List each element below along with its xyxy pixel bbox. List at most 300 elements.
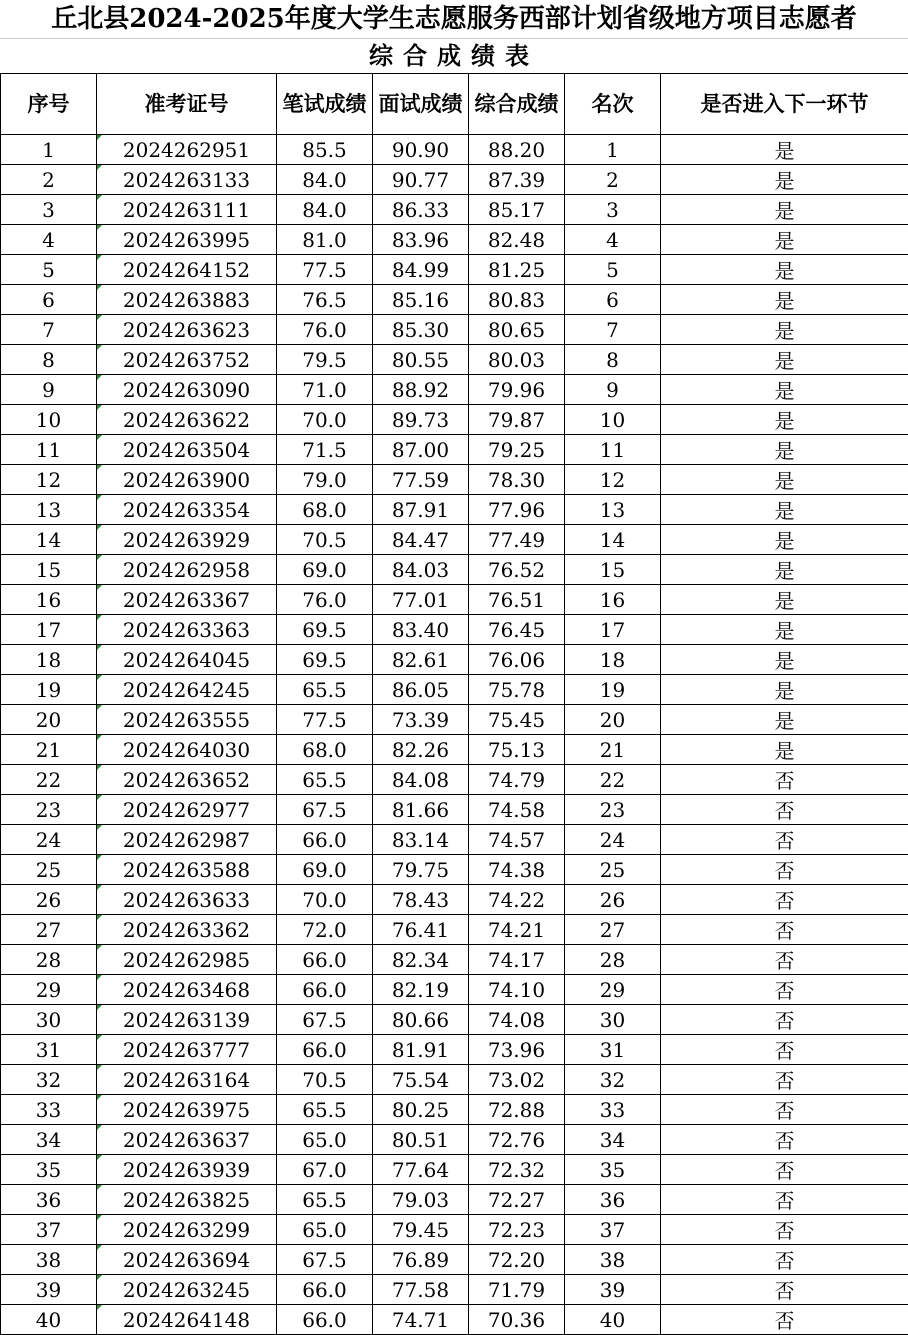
cell-rank: 3	[565, 195, 661, 225]
cell-exam-id: 2024263111	[97, 195, 277, 225]
cell-total-score: 80.65	[469, 315, 565, 345]
cell-interview-score: 79.45	[373, 1215, 469, 1245]
cell-rank: 37	[565, 1215, 661, 1245]
cell-exam-id: 2024263299	[97, 1215, 277, 1245]
cell-exam-id: 2024263363	[97, 615, 277, 645]
table-row	[1, 375, 908, 405]
cell-advance: 否	[661, 1275, 908, 1305]
table-row	[1, 555, 908, 585]
cell-total-score: 88.20	[469, 135, 565, 165]
cell-total-score: 74.22	[469, 885, 565, 915]
cell-seq: 39	[1, 1275, 97, 1305]
cell-interview-score: 81.91	[373, 1035, 469, 1065]
cell-interview-score: 80.51	[373, 1125, 469, 1155]
cell-rank: 4	[565, 225, 661, 255]
cell-written-score: 65.5	[277, 1185, 373, 1215]
cell-seq: 29	[1, 975, 97, 1005]
table-row	[1, 735, 908, 765]
table-row	[1, 255, 908, 285]
cell-advance: 是	[661, 285, 908, 315]
cell-advance: 是	[661, 435, 908, 465]
cell-advance: 是	[661, 585, 908, 615]
cell-rank: 33	[565, 1095, 661, 1125]
cell-total-score: 74.21	[469, 915, 565, 945]
cell-advance: 是	[661, 675, 908, 705]
cell-advance: 是	[661, 315, 908, 345]
cell-written-score: 76.5	[277, 285, 373, 315]
cell-interview-score: 82.26	[373, 735, 469, 765]
cell-interview-score: 80.25	[373, 1095, 469, 1125]
cell-advance: 否	[661, 1155, 908, 1185]
table-row	[1, 465, 908, 495]
cell-interview-score: 76.41	[373, 915, 469, 945]
table-row	[1, 285, 908, 315]
document-title: 丘北县2024-2025年度大学生志愿服务西部计划省级地方项目志愿者	[0, 0, 908, 39]
cell-total-score: 87.39	[469, 165, 565, 195]
table-row	[1, 435, 908, 465]
cell-rank: 22	[565, 765, 661, 795]
cell-rank: 30	[565, 1005, 661, 1035]
table-row	[1, 855, 908, 885]
cell-interview-score: 77.58	[373, 1275, 469, 1305]
cell-rank: 13	[565, 495, 661, 525]
table-row	[1, 975, 908, 1005]
cell-written-score: 65.0	[277, 1125, 373, 1155]
cell-rank: 23	[565, 795, 661, 825]
table-header-row	[1, 74, 908, 135]
cell-seq: 17	[1, 615, 97, 645]
cell-seq: 12	[1, 465, 97, 495]
cell-interview-score: 84.99	[373, 255, 469, 285]
table-row	[1, 1305, 908, 1335]
header-written-score: 笔试成绩	[277, 74, 373, 135]
table-row	[1, 1185, 908, 1215]
cell-written-score: 66.0	[277, 1305, 373, 1335]
cell-interview-score: 87.91	[373, 495, 469, 525]
cell-seq: 28	[1, 945, 97, 975]
cell-exam-id: 2024263367	[97, 585, 277, 615]
cell-exam-id: 2024263164	[97, 1065, 277, 1095]
cell-exam-id: 2024262977	[97, 795, 277, 825]
cell-written-score: 71.5	[277, 435, 373, 465]
cell-written-score: 67.5	[277, 1245, 373, 1275]
cell-exam-id: 2024264148	[97, 1305, 277, 1335]
cell-exam-id: 2024263825	[97, 1185, 277, 1215]
cell-rank: 20	[565, 705, 661, 735]
cell-seq: 2	[1, 165, 97, 195]
header-advance: 是否进入下一环节	[661, 74, 908, 135]
cell-seq: 27	[1, 915, 97, 945]
cell-rank: 32	[565, 1065, 661, 1095]
cell-interview-score: 85.16	[373, 285, 469, 315]
cell-advance: 否	[661, 915, 908, 945]
table-row	[1, 225, 908, 255]
cell-interview-score: 89.73	[373, 405, 469, 435]
cell-total-score: 80.83	[469, 285, 565, 315]
cell-interview-score: 80.66	[373, 1005, 469, 1035]
cell-seq: 31	[1, 1035, 97, 1065]
cell-advance: 否	[661, 975, 908, 1005]
cell-advance: 是	[661, 735, 908, 765]
cell-interview-score: 82.61	[373, 645, 469, 675]
cell-written-score: 76.0	[277, 585, 373, 615]
cell-written-score: 70.5	[277, 525, 373, 555]
cell-exam-id: 2024262985	[97, 945, 277, 975]
table-row	[1, 1065, 908, 1095]
cell-exam-id: 2024263468	[97, 975, 277, 1005]
cell-exam-id: 2024263090	[97, 375, 277, 405]
table-row	[1, 825, 908, 855]
cell-interview-score: 74.71	[373, 1305, 469, 1335]
cell-total-score: 76.51	[469, 585, 565, 615]
header-interview-score: 面试成绩	[373, 74, 469, 135]
cell-seq: 16	[1, 585, 97, 615]
cell-interview-score: 81.66	[373, 795, 469, 825]
table-row	[1, 165, 908, 195]
cell-exam-id: 2024263652	[97, 765, 277, 795]
cell-written-score: 76.0	[277, 315, 373, 345]
table-row	[1, 945, 908, 975]
table-row	[1, 765, 908, 795]
cell-advance: 否	[661, 855, 908, 885]
cell-rank: 25	[565, 855, 661, 885]
cell-advance: 是	[661, 525, 908, 555]
cell-total-score: 81.25	[469, 255, 565, 285]
cell-written-score: 70.0	[277, 405, 373, 435]
cell-total-score: 73.02	[469, 1065, 565, 1095]
table-row	[1, 885, 908, 915]
cell-written-score: 81.0	[277, 225, 373, 255]
cell-exam-id: 2024263752	[97, 345, 277, 375]
cell-written-score: 69.0	[277, 855, 373, 885]
cell-written-score: 70.0	[277, 885, 373, 915]
cell-seq: 8	[1, 345, 97, 375]
cell-seq: 23	[1, 795, 97, 825]
cell-total-score: 74.10	[469, 975, 565, 1005]
cell-interview-score: 90.77	[373, 165, 469, 195]
cell-advance: 是	[661, 255, 908, 285]
cell-written-score: 68.0	[277, 735, 373, 765]
table-row	[1, 1275, 908, 1305]
cell-total-score: 74.57	[469, 825, 565, 855]
cell-exam-id: 2024263139	[97, 1005, 277, 1035]
cell-written-score: 65.5	[277, 675, 373, 705]
cell-total-score: 74.08	[469, 1005, 565, 1035]
cell-written-score: 66.0	[277, 945, 373, 975]
cell-advance: 是	[661, 615, 908, 645]
table-row	[1, 615, 908, 645]
cell-seq: 21	[1, 735, 97, 765]
cell-advance: 是	[661, 645, 908, 675]
cell-written-score: 66.0	[277, 1035, 373, 1065]
cell-total-score: 70.36	[469, 1305, 565, 1335]
cell-rank: 18	[565, 645, 661, 675]
cell-interview-score: 83.96	[373, 225, 469, 255]
cell-rank: 8	[565, 345, 661, 375]
cell-written-score: 84.0	[277, 165, 373, 195]
cell-rank: 34	[565, 1125, 661, 1155]
table-row	[1, 1035, 908, 1065]
cell-seq: 18	[1, 645, 97, 675]
cell-interview-score: 86.33	[373, 195, 469, 225]
cell-interview-score: 83.14	[373, 825, 469, 855]
cell-total-score: 75.13	[469, 735, 565, 765]
cell-written-score: 65.5	[277, 765, 373, 795]
cell-total-score: 75.78	[469, 675, 565, 705]
cell-exam-id: 2024263133	[97, 165, 277, 195]
cell-rank: 35	[565, 1155, 661, 1185]
cell-seq: 14	[1, 525, 97, 555]
cell-exam-id: 2024264152	[97, 255, 277, 285]
cell-seq: 1	[1, 135, 97, 165]
cell-written-score: 69.5	[277, 615, 373, 645]
table-row	[1, 135, 908, 165]
cell-rank: 14	[565, 525, 661, 555]
cell-interview-score: 77.59	[373, 465, 469, 495]
cell-seq: 25	[1, 855, 97, 885]
cell-advance: 否	[661, 945, 908, 975]
table-row	[1, 1155, 908, 1185]
cell-seq: 6	[1, 285, 97, 315]
cell-advance: 是	[661, 705, 908, 735]
cell-exam-id: 2024263929	[97, 525, 277, 555]
cell-written-score: 84.0	[277, 195, 373, 225]
cell-exam-id: 2024263939	[97, 1155, 277, 1185]
cell-exam-id: 2024263588	[97, 855, 277, 885]
cell-advance: 否	[661, 1065, 908, 1095]
cell-exam-id: 2024263245	[97, 1275, 277, 1305]
cell-rank: 26	[565, 885, 661, 915]
cell-total-score: 72.20	[469, 1245, 565, 1275]
table-row	[1, 1245, 908, 1275]
cell-written-score: 67.5	[277, 1005, 373, 1035]
cell-rank: 38	[565, 1245, 661, 1275]
table-row	[1, 195, 908, 225]
cell-total-score: 74.58	[469, 795, 565, 825]
cell-advance: 是	[661, 345, 908, 375]
header-seq: 序号	[1, 74, 97, 135]
cell-written-score: 66.0	[277, 1275, 373, 1305]
cell-exam-id: 2024262987	[97, 825, 277, 855]
cell-seq: 32	[1, 1065, 97, 1095]
table-row	[1, 1095, 908, 1125]
table-row	[1, 645, 908, 675]
cell-seq: 35	[1, 1155, 97, 1185]
cell-interview-score: 76.89	[373, 1245, 469, 1275]
cell-rank: 12	[565, 465, 661, 495]
cell-seq: 13	[1, 495, 97, 525]
cell-rank: 29	[565, 975, 661, 1005]
cell-interview-score: 77.64	[373, 1155, 469, 1185]
cell-advance: 是	[661, 165, 908, 195]
cell-written-score: 71.0	[277, 375, 373, 405]
table-row	[1, 1215, 908, 1245]
table-row	[1, 315, 908, 345]
cell-advance: 是	[661, 225, 908, 255]
cell-rank: 36	[565, 1185, 661, 1215]
cell-written-score: 72.0	[277, 915, 373, 945]
cell-exam-id: 2024263995	[97, 225, 277, 255]
cell-rank: 39	[565, 1275, 661, 1305]
cell-advance: 否	[661, 765, 908, 795]
cell-total-score: 72.23	[469, 1215, 565, 1245]
cell-interview-score: 83.40	[373, 615, 469, 645]
cell-exam-id: 2024263637	[97, 1125, 277, 1155]
cell-rank: 21	[565, 735, 661, 765]
cell-seq: 37	[1, 1215, 97, 1245]
cell-seq: 11	[1, 435, 97, 465]
cell-rank: 6	[565, 285, 661, 315]
cell-advance: 否	[661, 1035, 908, 1065]
cell-rank: 31	[565, 1035, 661, 1065]
cell-rank: 5	[565, 255, 661, 285]
cell-seq: 30	[1, 1005, 97, 1035]
cell-advance: 是	[661, 495, 908, 525]
cell-written-score: 77.5	[277, 705, 373, 735]
cell-interview-score: 82.34	[373, 945, 469, 975]
cell-written-score: 85.5	[277, 135, 373, 165]
cell-rank: 1	[565, 135, 661, 165]
cell-rank: 27	[565, 915, 661, 945]
cell-seq: 38	[1, 1245, 97, 1275]
cell-rank: 28	[565, 945, 661, 975]
cell-interview-score: 84.08	[373, 765, 469, 795]
cell-advance: 否	[661, 1245, 908, 1275]
table-row	[1, 1005, 908, 1035]
cell-total-score: 85.17	[469, 195, 565, 225]
cell-rank: 9	[565, 375, 661, 405]
cell-advance: 是	[661, 555, 908, 585]
cell-advance: 否	[661, 1215, 908, 1245]
cell-seq: 34	[1, 1125, 97, 1155]
cell-exam-id: 2024263623	[97, 315, 277, 345]
cell-exam-id: 2024263362	[97, 915, 277, 945]
cell-advance: 是	[661, 195, 908, 225]
cell-total-score: 72.88	[469, 1095, 565, 1125]
cell-interview-score: 79.03	[373, 1185, 469, 1215]
cell-written-score: 79.5	[277, 345, 373, 375]
table-row	[1, 1125, 908, 1155]
cell-advance: 否	[661, 1125, 908, 1155]
cell-advance: 否	[661, 1005, 908, 1035]
cell-seq: 36	[1, 1185, 97, 1215]
cell-advance: 否	[661, 795, 908, 825]
cell-advance: 是	[661, 375, 908, 405]
cell-interview-score: 84.47	[373, 525, 469, 555]
cell-total-score: 76.06	[469, 645, 565, 675]
table-row	[1, 915, 908, 945]
table-row	[1, 345, 908, 375]
cell-total-score: 78.30	[469, 465, 565, 495]
cell-total-score: 74.17	[469, 945, 565, 975]
cell-interview-score: 75.54	[373, 1065, 469, 1095]
cell-written-score: 69.0	[277, 555, 373, 585]
cell-total-score: 82.48	[469, 225, 565, 255]
cell-interview-score: 79.75	[373, 855, 469, 885]
cell-total-score: 74.79	[469, 765, 565, 795]
cell-total-score: 71.79	[469, 1275, 565, 1305]
cell-rank: 19	[565, 675, 661, 705]
cell-rank: 24	[565, 825, 661, 855]
cell-interview-score: 73.39	[373, 705, 469, 735]
cell-exam-id: 2024263354	[97, 495, 277, 525]
cell-interview-score: 90.90	[373, 135, 469, 165]
document-subtitle: 综合成绩表	[369, 41, 539, 70]
cell-exam-id: 2024262951	[97, 135, 277, 165]
cell-interview-score: 78.43	[373, 885, 469, 915]
table-row	[1, 495, 908, 525]
cell-seq: 4	[1, 225, 97, 255]
cell-total-score: 77.96	[469, 495, 565, 525]
cell-rank: 17	[565, 615, 661, 645]
cell-written-score: 67.0	[277, 1155, 373, 1185]
table-row	[1, 585, 908, 615]
cell-written-score: 66.0	[277, 825, 373, 855]
cell-exam-id: 2024263555	[97, 705, 277, 735]
cell-advance: 否	[661, 825, 908, 855]
table-row	[1, 675, 908, 705]
cell-rank: 40	[565, 1305, 661, 1335]
cell-total-score: 72.76	[469, 1125, 565, 1155]
cell-written-score: 69.5	[277, 645, 373, 675]
header-exam-id: 准考证号	[97, 74, 277, 135]
cell-written-score: 65.5	[277, 1095, 373, 1125]
cell-total-score: 74.38	[469, 855, 565, 885]
cell-advance: 否	[661, 1305, 908, 1335]
cell-written-score: 70.5	[277, 1065, 373, 1095]
cell-interview-score: 80.55	[373, 345, 469, 375]
cell-seq: 22	[1, 765, 97, 795]
header-total-score: 综合成绩	[469, 74, 565, 135]
cell-advance: 否	[661, 1185, 908, 1215]
cell-interview-score: 77.01	[373, 585, 469, 615]
cell-exam-id: 2024264045	[97, 645, 277, 675]
cell-exam-id: 2024263777	[97, 1035, 277, 1065]
cell-total-score: 76.45	[469, 615, 565, 645]
cell-written-score: 68.0	[277, 495, 373, 525]
table-row	[1, 525, 908, 555]
cell-written-score: 79.0	[277, 465, 373, 495]
cell-advance: 否	[661, 1095, 908, 1125]
cell-interview-score: 86.05	[373, 675, 469, 705]
cell-interview-score: 84.03	[373, 555, 469, 585]
cell-seq: 15	[1, 555, 97, 585]
cell-exam-id: 2024263975	[97, 1095, 277, 1125]
cell-exam-id: 2024262958	[97, 555, 277, 585]
cell-seq: 7	[1, 315, 97, 345]
cell-total-score: 79.25	[469, 435, 565, 465]
cell-advance: 是	[661, 465, 908, 495]
cell-total-score: 76.52	[469, 555, 565, 585]
score-table	[0, 73, 908, 1335]
cell-written-score: 67.5	[277, 795, 373, 825]
cell-seq: 9	[1, 375, 97, 405]
cell-interview-score: 87.00	[373, 435, 469, 465]
cell-seq: 40	[1, 1305, 97, 1335]
cell-seq: 33	[1, 1095, 97, 1125]
cell-seq: 19	[1, 675, 97, 705]
cell-interview-score: 82.19	[373, 975, 469, 1005]
cell-total-score: 73.96	[469, 1035, 565, 1065]
cell-exam-id: 2024263694	[97, 1245, 277, 1275]
cell-exam-id: 2024263504	[97, 435, 277, 465]
cell-exam-id: 2024263883	[97, 285, 277, 315]
table-row	[1, 405, 908, 435]
cell-seq: 5	[1, 255, 97, 285]
cell-seq: 10	[1, 405, 97, 435]
cell-exam-id: 2024264245	[97, 675, 277, 705]
cell-rank: 16	[565, 585, 661, 615]
